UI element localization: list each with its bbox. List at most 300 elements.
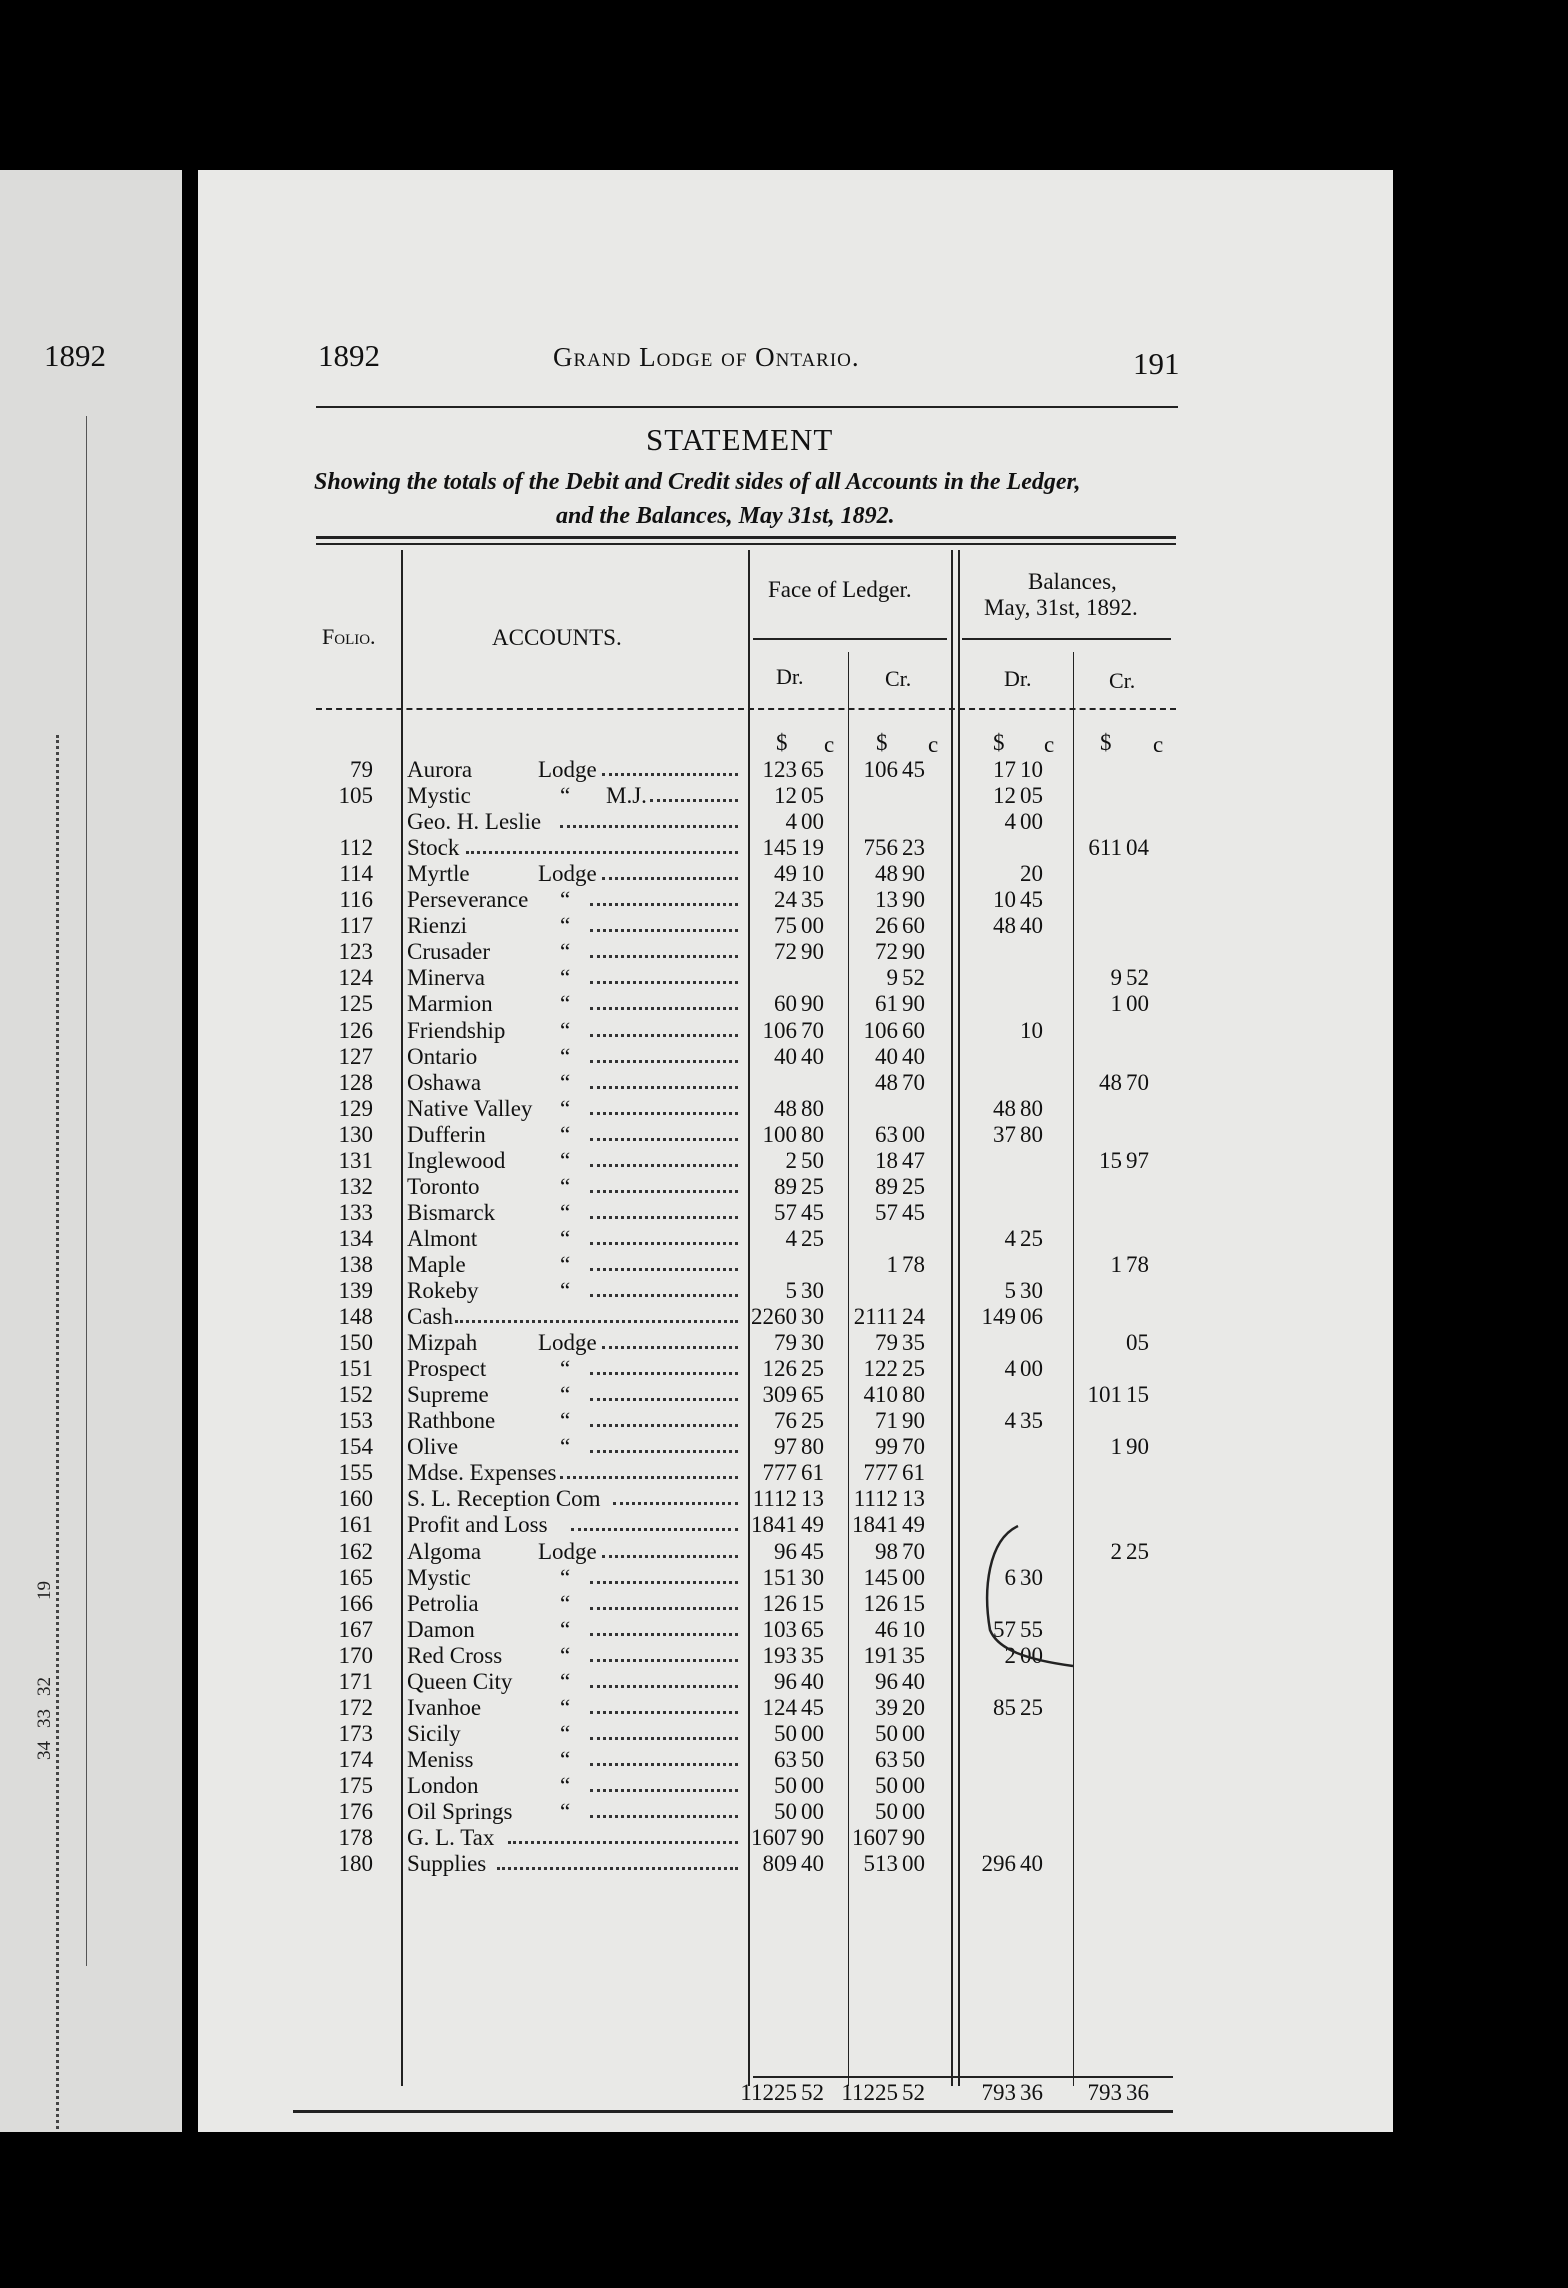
ditto-mark: “ (560, 1251, 571, 1277)
table-row (198, 1565, 1393, 1591)
header-title: Grand Lodge of Ontario. (553, 342, 860, 372)
face-cr-cents: 90 (902, 1408, 925, 1434)
folio-number: 126 (338, 1017, 373, 1043)
folio-number: 112 (339, 835, 373, 861)
balance-dr-dollars: 4 (1004, 1356, 1016, 1382)
dot-leader (560, 1476, 738, 1479)
account-name: Myrtle (407, 861, 470, 887)
account-name: Oil Springs (407, 1799, 513, 1824)
ditto-mark: “ (560, 1043, 571, 1069)
folio-number: 173 (338, 1720, 373, 1746)
balance-dr-dollars: 85 (993, 1694, 1016, 1720)
balance-cr-cents: 25 (1126, 1538, 1149, 1564)
face-dr-dollars: 1112 (752, 1486, 797, 1512)
dollar-sign: $ (776, 730, 788, 755)
face-dr-cents: 90 (801, 991, 824, 1017)
face-cr-cents: 25 (902, 1356, 925, 1382)
left-page-number: 32 (34, 1677, 55, 1696)
account-name: London (407, 1772, 479, 1798)
table-row (198, 1591, 1393, 1617)
dot-leader (590, 1164, 738, 1167)
total-balance-dr-dollars: 793 (981, 2080, 1016, 2105)
table-row (198, 1512, 1393, 1538)
ditto-mark: “ (560, 913, 571, 939)
face-cr-dollars: 63 (875, 1121, 898, 1147)
account-name: Perseverance (407, 887, 529, 913)
pencil-mark (978, 1520, 1078, 1680)
account-name: Oshawa (407, 1069, 482, 1095)
face-cr-dollars: 48 (875, 861, 898, 887)
table-row (198, 1695, 1393, 1721)
balance-cr-cents: 70 (1126, 1069, 1149, 1095)
account-name: Bismarck (407, 1199, 496, 1225)
folio-number: 125 (338, 991, 373, 1017)
cent-sign: c (824, 732, 835, 757)
folio-number: 132 (338, 1173, 373, 1199)
balance-dr-cents: 00 (1020, 1642, 1043, 1668)
face-dr-dollars: 2 (785, 1147, 797, 1173)
folio-number: 128 (338, 1069, 373, 1095)
account-name: Inglewood (407, 1147, 506, 1173)
balance-cr-cents: 78 (1126, 1251, 1149, 1277)
face-dr-cents: 80 (801, 1434, 824, 1460)
dot-leader (466, 851, 739, 854)
ditto-mark: “ (560, 1121, 571, 1147)
face-cr-cents: 20 (902, 1694, 925, 1720)
face-cr-dollars: 48 (875, 1069, 898, 1095)
table-row (198, 1643, 1393, 1669)
face-dr-dollars: 126 (762, 1590, 797, 1616)
face-dr-dollars: 50 (774, 1772, 797, 1798)
folio-number: 138 (338, 1251, 373, 1277)
balance-dr-dollars: 10 (993, 887, 1016, 913)
table-row (198, 1669, 1393, 1695)
table-row (198, 1434, 1393, 1460)
face-dr-dollars: 103 (762, 1616, 797, 1642)
face-cr-dollars: 96 (875, 1668, 898, 1694)
face-cr-cents: 45 (902, 1199, 925, 1225)
dot-leader (590, 1034, 738, 1037)
table-row (198, 1200, 1393, 1226)
column-header-balance-dr: Dr. (1004, 666, 1032, 691)
column-header-accounts: ACCOUNTS. (492, 625, 622, 650)
dot-leader (590, 1294, 738, 1297)
dot-leader (590, 1190, 738, 1193)
account-name: Sicily (407, 1720, 461, 1746)
balance-dr-dollars: 17 (993, 757, 1016, 782)
dot-leader (590, 929, 738, 932)
face-dr-cents: 45 (801, 1199, 824, 1225)
column-header-face-cr: Cr. (885, 666, 912, 691)
face-dr-cents: 40 (801, 1851, 824, 1877)
dot-leader (613, 1502, 739, 1505)
balance-cr-dollars: 101 (1087, 1382, 1122, 1408)
face-dr-cents: 19 (801, 835, 824, 861)
face-dr-cents: 65 (801, 1616, 824, 1642)
face-dr-dollars: 12 (774, 783, 797, 809)
total-balance-cr-cents: 36 (1126, 2080, 1149, 2105)
folio-number: 124 (338, 965, 373, 991)
table-bottom-rule (293, 2110, 1173, 2113)
dot-leader (571, 1528, 739, 1531)
face-dr-cents: 15 (801, 1590, 824, 1616)
face-cr-dollars: 26 (875, 913, 898, 939)
column-header-balances: Balances, (1028, 569, 1117, 594)
dot-leader (590, 1763, 738, 1766)
balance-dr-dollars: 6 (1004, 1564, 1016, 1590)
ditto-mark: “ (560, 1095, 571, 1121)
folio-number: 79 (350, 757, 373, 782)
face-dr-dollars: 50 (774, 1720, 797, 1746)
dot-leader (590, 1138, 738, 1141)
table-row (198, 783, 1393, 809)
balance-dr-cents: 30 (1020, 1564, 1043, 1590)
folio-number: 172 (338, 1694, 373, 1720)
balance-cr-dollars: 9 (1110, 965, 1122, 991)
balance-dr-dollars: 48 (993, 1095, 1016, 1121)
table-row (198, 1382, 1393, 1408)
face-dr-cents: 25 (801, 1356, 824, 1382)
folio-number: 165 (338, 1564, 373, 1590)
account-suffix: Lodge (538, 861, 597, 887)
table-row (198, 835, 1393, 861)
face-dr-dollars: 309 (762, 1382, 797, 1408)
face-dr-dollars: 48 (774, 1095, 797, 1121)
ditto-mark: “ (560, 1017, 571, 1043)
face-cr-cents: 61 (902, 1460, 925, 1486)
account-name: Geo. H. Leslie (407, 809, 542, 835)
face-cr-dollars: 50 (875, 1720, 898, 1746)
face-cr-dollars: 756 (863, 835, 898, 861)
balance-dr-cents: 40 (1020, 913, 1043, 939)
balance-dr-dollars: 57 (993, 1616, 1016, 1642)
face-dr-cents: 35 (801, 887, 824, 913)
face-dr-dollars: 49 (774, 861, 797, 887)
face-cr-dollars: 1112 (853, 1486, 898, 1512)
face-cr-cents: 35 (902, 1330, 925, 1356)
statement-subtitle-line1: Showing the totals of the Debit and Credit sides of all Accounts in the Ledger, (314, 469, 1081, 495)
dot-leader (590, 1685, 738, 1688)
table-row (198, 913, 1393, 939)
column-header-balance-cr: Cr. (1109, 668, 1136, 693)
face-dr-cents: 00 (801, 1720, 824, 1746)
cent-sign: c (1153, 732, 1164, 757)
table-row (198, 1096, 1393, 1122)
balance-cr-cents: 05 (1126, 1330, 1149, 1356)
folio-number: 154 (338, 1434, 373, 1460)
face-dr-dollars: 123 (762, 757, 797, 782)
column-header-face-dr: Dr. (776, 664, 804, 689)
dot-leader (590, 903, 738, 906)
folio-number: 117 (339, 913, 373, 939)
face-dr-dollars: 151 (762, 1564, 797, 1590)
face-dr-dollars: 72 (774, 939, 797, 965)
ditto-mark: “ (560, 1278, 571, 1303)
face-dr-cents: 25 (801, 1408, 824, 1434)
dot-leader (455, 1320, 738, 1323)
balance-dr-dollars: 149 (981, 1304, 1016, 1330)
folio-number: 160 (338, 1486, 373, 1512)
ditto-mark: “ (560, 1720, 571, 1746)
face-cr-cents: 78 (902, 1251, 925, 1277)
balance-cr-dollars: 611 (1088, 835, 1122, 861)
ditto-mark: “ (560, 1408, 571, 1434)
table-row (198, 1330, 1393, 1356)
balance-dr-dollars: 4 (1004, 1225, 1016, 1251)
account-name: Damon (407, 1616, 475, 1642)
folio-number: 123 (338, 939, 373, 965)
face-cr-cents: 70 (902, 1434, 925, 1460)
face-dr-cents: 30 (801, 1304, 824, 1330)
dot-leader (590, 1581, 738, 1584)
balance-dr-dollars: 5 (1004, 1278, 1016, 1303)
account-name: Cash (407, 1304, 453, 1330)
ditto-mark: “ (560, 991, 571, 1017)
table-row (198, 991, 1393, 1017)
face-dr-dollars: 2260 (751, 1304, 797, 1330)
ditto-mark: “ (560, 1564, 571, 1590)
face-dr-cents: 30 (801, 1330, 824, 1356)
table-row (198, 1721, 1393, 1747)
table-row (198, 1356, 1393, 1382)
table-row (198, 965, 1393, 991)
account-name: Mizpah (407, 1330, 478, 1356)
account-suffix: Lodge (538, 1330, 597, 1356)
ditto-mark: “ (560, 965, 571, 991)
face-cr-cents: 15 (902, 1590, 925, 1616)
balance-cr-dollars: 2 (1110, 1538, 1122, 1564)
face-dr-dollars: 1607 (751, 1825, 797, 1851)
account-name: Meniss (407, 1746, 474, 1772)
face-dr-cents: 65 (801, 757, 824, 782)
account-name: Stock (407, 835, 460, 861)
folio-number: 133 (338, 1199, 373, 1225)
face-cr-dollars: 1841 (852, 1512, 898, 1538)
account-name: Friendship (407, 1017, 506, 1043)
ditto-mark: “ (560, 1799, 571, 1824)
table-row (198, 1252, 1393, 1278)
dot-leader (590, 1737, 738, 1740)
statement-title: STATEMENT (646, 422, 834, 457)
balance-cr-cents: 90 (1126, 1434, 1149, 1460)
face-dr-dollars: 106 (762, 1017, 797, 1043)
ditto-mark: “ (560, 1173, 571, 1199)
face-cr-dollars: 63 (875, 1746, 898, 1772)
balance-dr-cents: 25 (1020, 1694, 1043, 1720)
folio-number: 152 (338, 1382, 373, 1408)
face-cr-cents: 00 (902, 1772, 925, 1798)
face-cr-cents: 52 (902, 965, 925, 991)
face-dr-cents: 25 (801, 1173, 824, 1199)
dot-leader (590, 1268, 738, 1271)
dollar-sign: $ (876, 730, 888, 755)
face-dr-cents: 35 (801, 1642, 824, 1668)
balance-dr-dollars: 48 (993, 913, 1016, 939)
left-page-year: 1892 (44, 338, 106, 373)
account-name: Rathbone (407, 1408, 496, 1434)
dot-leader (590, 1398, 738, 1401)
table-row (198, 1174, 1393, 1200)
table-row (198, 1018, 1393, 1044)
face-cr-cents: 70 (902, 1538, 925, 1564)
face-cr-dollars: 777 (863, 1460, 898, 1486)
face-dr-dollars: 96 (774, 1538, 797, 1564)
balance-dr-cents: 45 (1020, 887, 1043, 913)
face-cr-dollars: 72 (875, 939, 898, 965)
face-cr-dollars: 513 (863, 1851, 898, 1877)
face-cr-cents: 00 (902, 1799, 925, 1824)
statement-subtitle-line2: and the Balances, May 31st, 1892. (556, 503, 895, 529)
balance-dr-cents: 10 (1020, 757, 1043, 782)
cent-sign: c (928, 732, 939, 757)
folio-number: 176 (338, 1799, 373, 1824)
face-cr-dollars: 106 (863, 1017, 898, 1043)
table-row (198, 1851, 1393, 1877)
account-name: Marmion (407, 991, 493, 1017)
table-row (198, 809, 1393, 835)
face-dr-cents: 80 (801, 1095, 824, 1121)
folio-number: 151 (338, 1356, 373, 1382)
folio-number: 150 (338, 1330, 373, 1356)
table-row (198, 1278, 1393, 1304)
face-cr-dollars: 71 (875, 1408, 898, 1434)
account-name: Profit and Loss (407, 1512, 548, 1538)
dot-leader (590, 1789, 738, 1792)
face-cr-dollars: 57 (875, 1199, 898, 1225)
face-cr-cents: 80 (902, 1382, 925, 1408)
balance-dr-cents: 55 (1020, 1616, 1043, 1642)
table-top-rule (316, 536, 1176, 539)
dot-leader (602, 773, 738, 776)
face-dr-cents: 00 (801, 809, 824, 835)
ditto-mark: “ (560, 887, 571, 913)
dot-leader (590, 1242, 738, 1245)
face-dr-cents: 30 (801, 1564, 824, 1590)
folio-number: 114 (339, 861, 373, 887)
folio-number: 134 (338, 1225, 373, 1251)
table-top-rule-thin (316, 543, 1176, 545)
ditto-mark: “ (560, 1434, 571, 1460)
account-name: Petrolia (407, 1590, 479, 1616)
ditto-mark: “ (560, 1590, 571, 1616)
account-name: Ontario (407, 1043, 478, 1069)
account-name: Dufferin (407, 1121, 486, 1147)
account-name: Mdse. Expenses (407, 1460, 557, 1486)
face-dr-dollars: 79 (774, 1330, 797, 1356)
folio-number: 180 (338, 1851, 373, 1877)
face-cr-dollars: 50 (875, 1772, 898, 1798)
left-page-number: 34 (34, 1741, 55, 1760)
face-of-ledger-rule (753, 638, 947, 640)
dot-leader (590, 1086, 738, 1089)
face-cr-dollars: 1 (886, 1251, 898, 1277)
account-name: Rienzi (407, 913, 468, 939)
account-name: Supplies (407, 1851, 487, 1877)
face-cr-cents: 23 (902, 835, 925, 861)
total-face-cr-dollars: 11225 (841, 2080, 898, 2105)
table-row (198, 939, 1393, 965)
face-dr-cents: 80 (801, 1121, 824, 1147)
account-name: S. L. Reception Com (407, 1486, 601, 1512)
ditto-mark: “ (560, 1772, 571, 1798)
face-cr-dollars: 106 (863, 757, 898, 782)
face-cr-cents: 24 (902, 1304, 925, 1330)
face-dr-cents: 65 (801, 1382, 824, 1408)
dot-leader (590, 1450, 738, 1453)
ditto-mark: “ (560, 1382, 571, 1408)
balances-rule (962, 638, 1171, 640)
face-cr-dollars: 40 (875, 1043, 898, 1069)
balance-cr-cents: 04 (1126, 835, 1149, 861)
face-dr-dollars: 89 (774, 1173, 797, 1199)
dot-leader (590, 1216, 738, 1219)
account-name: Queen City (407, 1668, 513, 1694)
face-dr-cents: 40 (801, 1668, 824, 1694)
balance-cr-dollars: 15 (1099, 1147, 1122, 1173)
face-cr-cents: 50 (902, 1746, 925, 1772)
account-suffix: Lodge (538, 1538, 597, 1564)
dot-leader (590, 1633, 738, 1636)
column-header-bottom-rule (316, 708, 1176, 710)
table-row (198, 1226, 1393, 1252)
table-row (198, 1539, 1393, 1565)
account-name: Aurora (407, 757, 473, 782)
left-page-number: 19 (34, 1581, 55, 1600)
face-dr-dollars: 145 (762, 835, 797, 861)
ledger-page (198, 170, 1393, 2132)
face-cr-dollars: 1607 (852, 1825, 898, 1851)
total-face-dr-dollars: 11225 (740, 2080, 797, 2105)
face-cr-dollars: 191 (863, 1642, 898, 1668)
face-dr-dollars: 193 (762, 1642, 797, 1668)
folio-number: 171 (338, 1668, 373, 1694)
folio-number: 167 (338, 1616, 373, 1642)
left-page-number: 33 (34, 1709, 55, 1728)
face-cr-cents: 40 (902, 1668, 925, 1694)
face-cr-dollars: 89 (875, 1173, 898, 1199)
header-year: 1892 (318, 338, 380, 373)
folio-number: 162 (338, 1538, 373, 1564)
balance-dr-dollars: 4 (1004, 809, 1016, 835)
ditto-mark: “ (560, 1668, 571, 1694)
ditto-mark: “ (560, 1694, 571, 1720)
face-cr-cents: 35 (902, 1642, 925, 1668)
balance-dr-cents: 10 (1020, 1017, 1043, 1043)
face-dr-cents: 90 (801, 1825, 824, 1851)
face-dr-cents: 30 (801, 1278, 824, 1303)
face-dr-dollars: 50 (774, 1799, 797, 1824)
balance-cr-dollars: 1 (1110, 1251, 1122, 1277)
dot-leader (590, 1424, 738, 1427)
face-cr-cents: 90 (902, 1825, 925, 1851)
account-name: Toronto (407, 1173, 480, 1199)
ditto-mark: “ (560, 1616, 571, 1642)
folio-number: 178 (338, 1825, 373, 1851)
dot-leader (602, 1346, 738, 1349)
face-cr-cents: 00 (902, 1564, 925, 1590)
table-row (198, 1408, 1393, 1434)
face-cr-cents: 10 (902, 1616, 925, 1642)
folio-number: 155 (338, 1460, 373, 1486)
face-dr-dollars: 5 (785, 1278, 797, 1303)
balance-cr-dollars: 48 (1099, 1069, 1122, 1095)
face-cr-cents: 40 (902, 1043, 925, 1069)
face-cr-cents: 70 (902, 1069, 925, 1095)
face-dr-cents: 70 (801, 1017, 824, 1043)
face-dr-dollars: 40 (774, 1043, 797, 1069)
dot-leader (590, 955, 738, 958)
account-suffix: M.J. (606, 783, 647, 809)
